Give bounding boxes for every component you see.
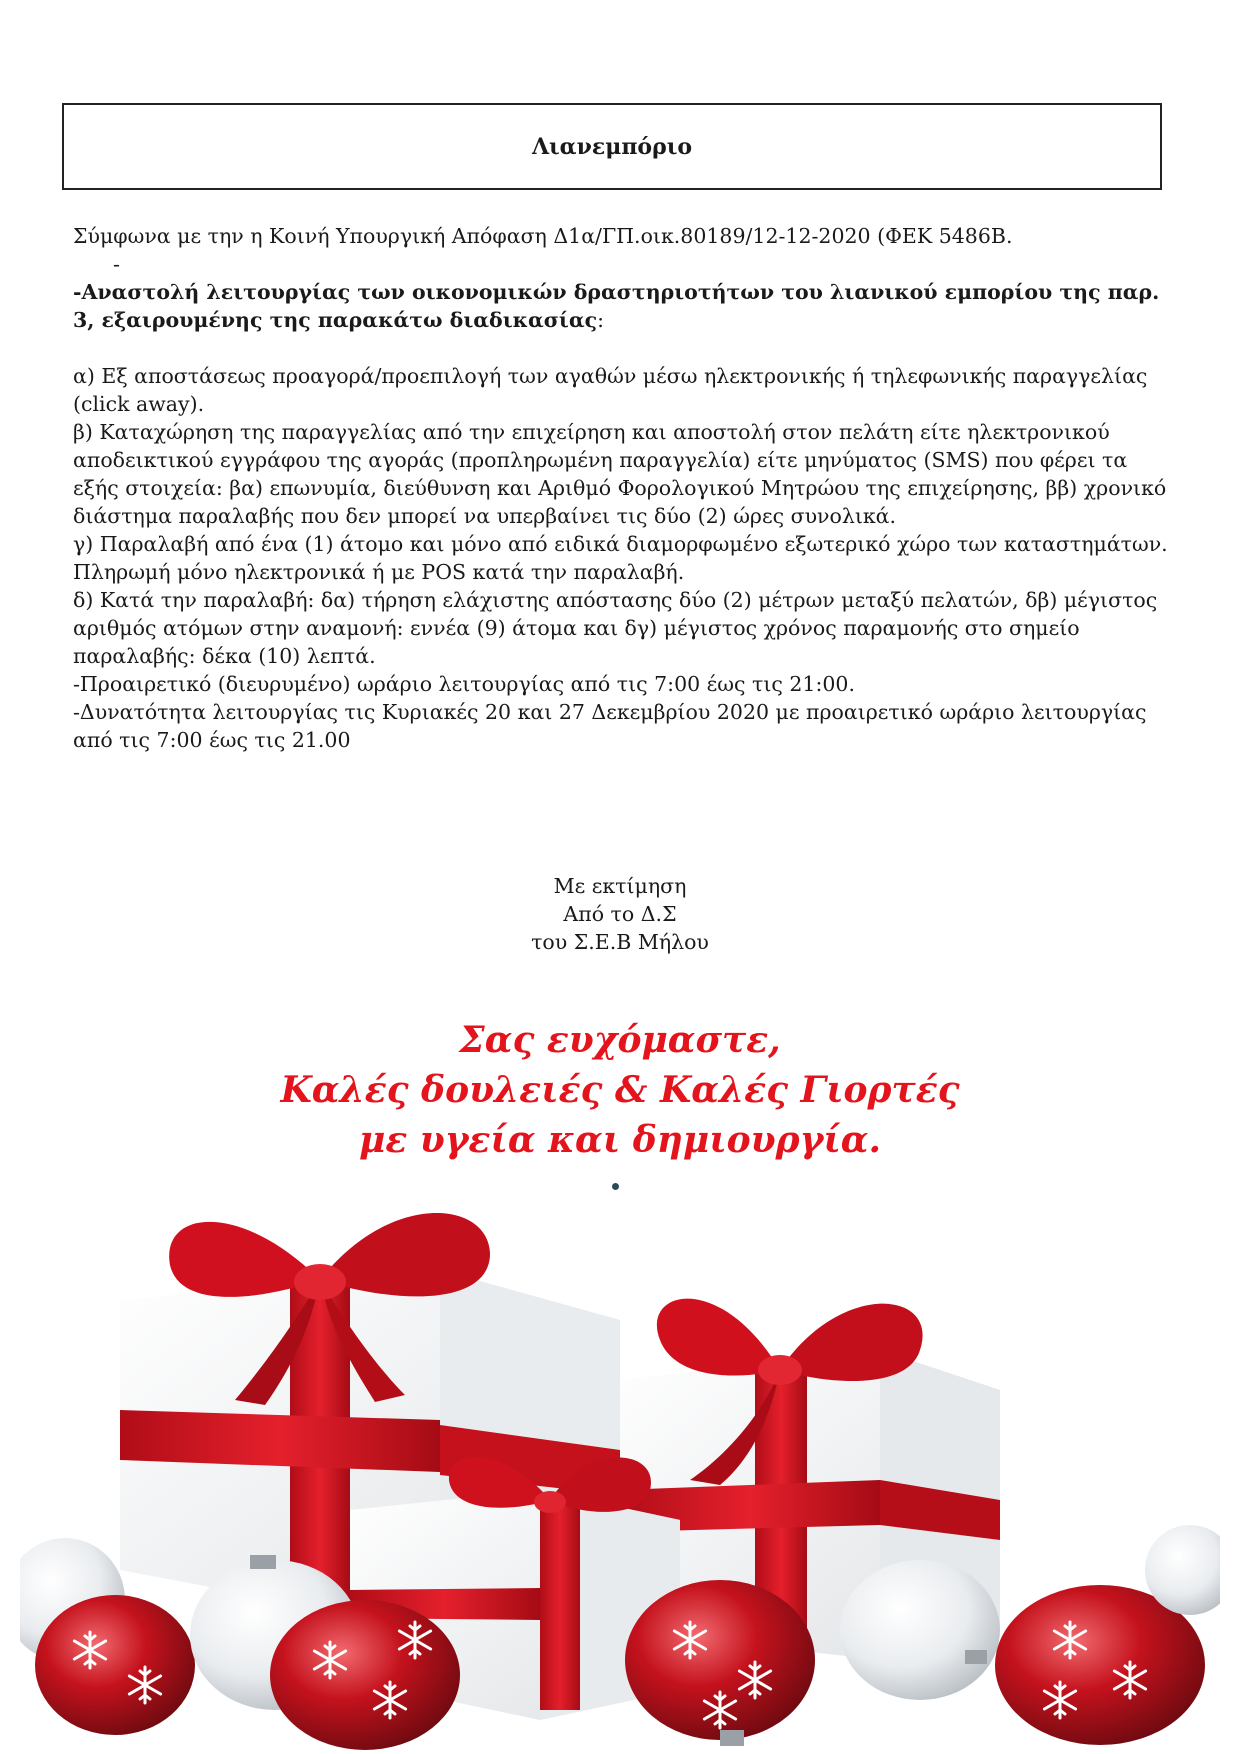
holiday-greeting [0, 1015, 1240, 1165]
suspension-paragraph [73, 278, 1168, 334]
dash-line: - [113, 252, 120, 276]
ornament-red-center [270, 1600, 460, 1750]
greeting-line-3: με υγεία και δημιουργία. [359, 1119, 881, 1161]
greeting-line-2: Καλές δουλειές & Καλές Γιορτές [280, 1069, 960, 1111]
signature-block [0, 872, 1240, 956]
signature-line-1: Με εκτίμηση [553, 874, 687, 898]
suspension-heading: -Αναστολή λειτουργίας των οικονομικών δραστηριοτήτων του λιανικού εμπορίου της παρ. 3, εξαιρουμένης της παρακάτω διαδικασίας [73, 280, 1160, 332]
suspension-colon: : [597, 308, 604, 332]
item-c: γ) Παραλαβή από ένα (1) άτομο και μόνο από ειδικά διαμορφωμένο εξωτερικό χώρο των καταστημάτων. Πληρωμή μόνο ηλεκτρονικά ή με POS κατά την παραλαβή. [73, 532, 1168, 584]
page-title: Λιανεμπόριο [531, 133, 693, 160]
item-d: δ) Κατά την παραλαβή: δα) τήρηση ελάχιστης απόστασης δύο (2) μέτρων μεταξύ πελατών, δβ) μέγιστος αριθμός ατόμων στην αναμονή: εννέα (9) άτομα και δγ) μέγιστος χρόνος παραμονής στο σημείο παραλαβής: δέκα (10) λεπτά. [73, 588, 1158, 668]
announcement-body [73, 222, 1168, 754]
sunday-hours: -Δυνατότητα λειτουργίας τις Κυριακές 20 και 27 Δεκεμβρίου 2020 με προαιρετικό ωράριο λειτουργίας από τις 7:00 έως τις 21.00 [73, 700, 1147, 752]
gift-boxes-illustration [20, 1210, 1220, 1750]
greeting-line-1: Σας ευχόμαστε, [459, 1019, 781, 1061]
bullet-dot [612, 1183, 619, 1190]
item-a: α) Εξ αποστάσεως προαγορά/προεπιλογή των αγαθών μέσω ηλεκτρονικής ή τηλεφωνικής παραγγελίας (click away). [73, 364, 1148, 416]
ornament-white-right [840, 1560, 1000, 1700]
ornament-red-mid [625, 1580, 815, 1746]
optional-hours: -Προαιρετικό (διευρυμένο) ωράριο λειτουργίας από τις 7:00 έως τις 21:00. [73, 672, 855, 696]
item-b: β) Καταχώρηση της παραγγελίας από την επιχείρηση και αποστολή στον πελάτη είτε ηλεκτρονικού αποδεικτικού εγγράφου της αγοράς (προπληρωμένη παραγγελία) είτε μηνύματος (SMS) που φέρει τα εξής στοιχεία: βα) επωνυμία, διεύθυνση και Αριθμό Φορολογικού Μητρώου της επιχείρησης, ββ) χρονικό διάστημα παραλαβής που δεν μπορεί να υπερβαίνει τις δύο (2) ώρες συνολικά. [73, 420, 1167, 528]
intro-paragraph: Σύμφωνα με την η Κοινή Υπουργική Απόφαση Δ1α/ΓΠ.οικ.80189/12-12-2020 (ΦΕΚ 5486Β. [73, 224, 1013, 248]
ornament-left-red [35, 1595, 195, 1735]
signature-line-2: Από το Δ.Σ [563, 902, 677, 926]
signature-line-3: του Σ.Ε.Β Μήλου [531, 930, 709, 954]
title-box [62, 103, 1162, 190]
